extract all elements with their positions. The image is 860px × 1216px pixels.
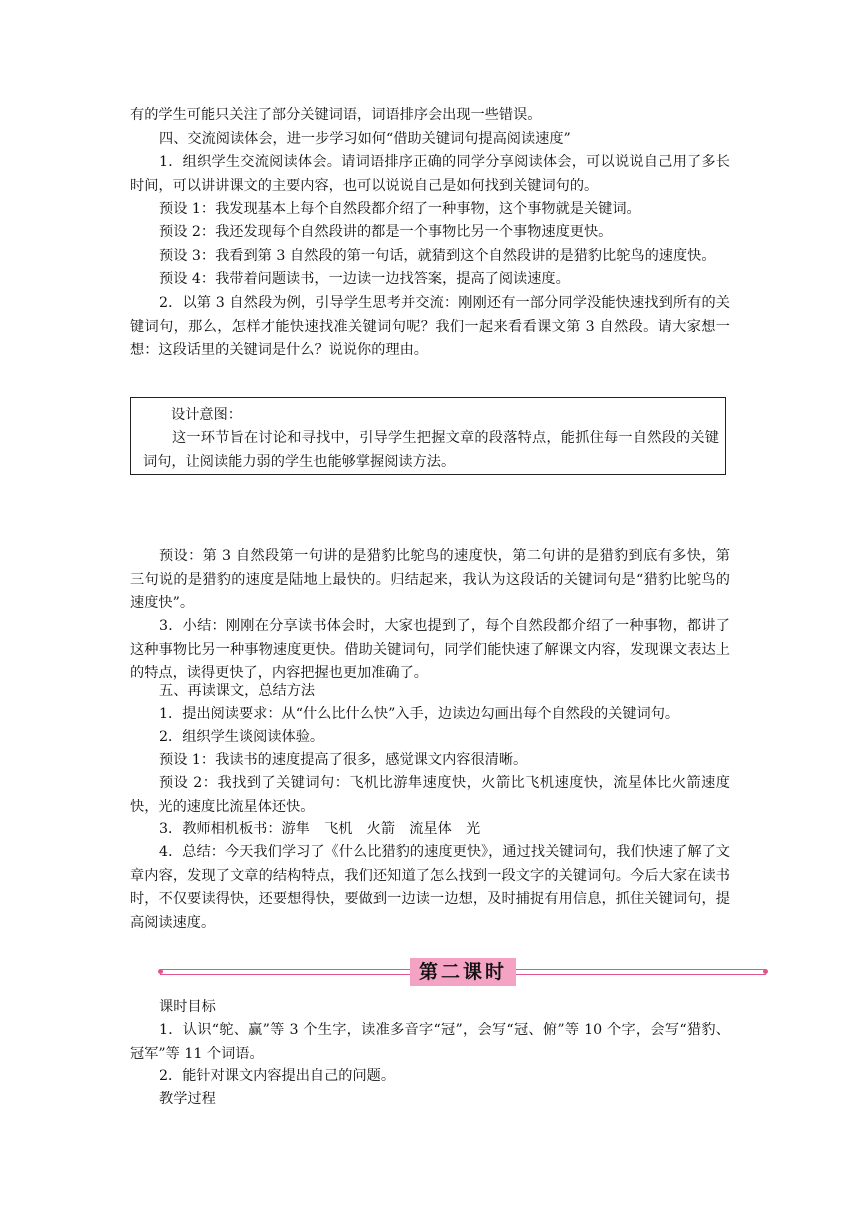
goal-item: 2．能针对课文内容提出自己的问题。 (159, 1068, 396, 1084)
summary-paragraph: 3．小结：刚刚在分享读书体会时，大家也提到了，每个自然段都介绍了一种事物，都讲了这种事物比另一种事物速度更快。借助关键词句，同学们能快速了解课文内容，发现课文表达上的特点，读得更快了，内容把握也更加准确了。 (130, 618, 730, 681)
divider-dot-icon (763, 969, 768, 974)
teaching-process-label: 教学过程 (159, 1091, 216, 1107)
preset-item: 预设 4：我带着问题读书，一边读一边找答案，提高了阅读速度。 (159, 271, 570, 287)
paragraph: 有的学生可能只关注了部分关键词语，词语排序会出现一些错误。 (130, 107, 542, 123)
section-heading-four: 四、交流阅读体会，进一步学习如何“借助关键词句提高阅读速度” (159, 131, 571, 147)
preset-item: 预设 1：我发现基本上每个自然段都介绍了一种事物，这个事物就是关键词。 (159, 201, 641, 217)
lesson-heading: 第二课时 (410, 958, 516, 986)
paragraph: 2．以第 3 自然段为例，引导学生思考并交流：刚刚还有一部分同学没能快速找到所有的关键词句，那么，怎样才能快速找准关键词句呢？我们一起来看看课文第 3 自然段。请大家想一想：这段话里的关键词是什么？说说你的理由。 (130, 295, 730, 358)
design-intent-box (130, 397, 726, 475)
design-intent-title: 设计意图： (171, 407, 242, 423)
preset-item: 预设：第 3 自然段第一句讲的是猎豹比鸵鸟的速度快，第二句讲的是猎豹到底有多快，第三句说的是猎豹的速度是陆地上最快的。归结起来，我认为这段话的关键词句是“猎豹比鸵鸟的速度快”。 (130, 548, 730, 611)
lesson-goals-label: 课时目标 (159, 999, 216, 1015)
section-divider (160, 958, 766, 986)
paragraph: 2．组织学生谈阅读体验。 (159, 729, 325, 745)
design-intent-text: 这一环节旨在讨论和寻找中，引导学生把握文章的段落特点，能抓住每一自然段的关键词句，让阅读能力弱的学生也能够掌握阅读方法。 (143, 430, 719, 470)
paragraph: 1．提出阅读要求：从“什么比什么快”入手，边读边勾画出每个自然段的关键词句。 (159, 706, 680, 722)
preset-item: 预设 1：我读书的速度提高了很多，感觉课文内容很清晰。 (159, 752, 528, 768)
divider-dot-icon (158, 969, 163, 974)
blackboard-paragraph: 3．教师相机板书：游隼 飞机 火箭 流星体 光 (159, 821, 481, 837)
preset-item: 预设 2：我找到了关键词句：飞机比游隼速度快，火箭比飞机速度快，流星体比火箭速度快，光的速度比流星体还快。 (130, 775, 730, 815)
section-heading-five: 五、再读课文，总结方法 (159, 683, 316, 699)
preset-item: 预设 3：我看到第 3 自然段的第一句话，就猜到这个自然段讲的是猎豹比鸵鸟的速度快。 (159, 248, 716, 264)
summary-paragraph: 4．总结：今天我们学习了《什么比猎豹的速度更快》，通过找关键词句，我们快速了解了文章内容，发现了文章的结构特点，我们还知道了怎么找到一段文字的关键词句。今后大家在读书时，不仅要读得快，还要想得快，要做到一边读一边想，及时捕捉有用信息，抓住关键词句，提高阅读速度。 (130, 844, 730, 931)
paragraph: 1．组织学生交流阅读体会。请词语排序正确的同学分享阅读体会，可以说说自己用了多长时间，可以讲讲课文的主要内容，也可以说说自己是如何找到关键词句的。 (130, 154, 730, 194)
preset-item: 预设 2：我还发现每个自然段讲的都是一个事物比另一个事物速度更快。 (159, 224, 613, 240)
goal-item: 1．认识“鸵、赢”等 3 个生字，读准多音字“冠”，会写“冠、俯”等 10 个字，会写“猎豹、冠军”等 11 个词语。 (130, 1022, 730, 1062)
